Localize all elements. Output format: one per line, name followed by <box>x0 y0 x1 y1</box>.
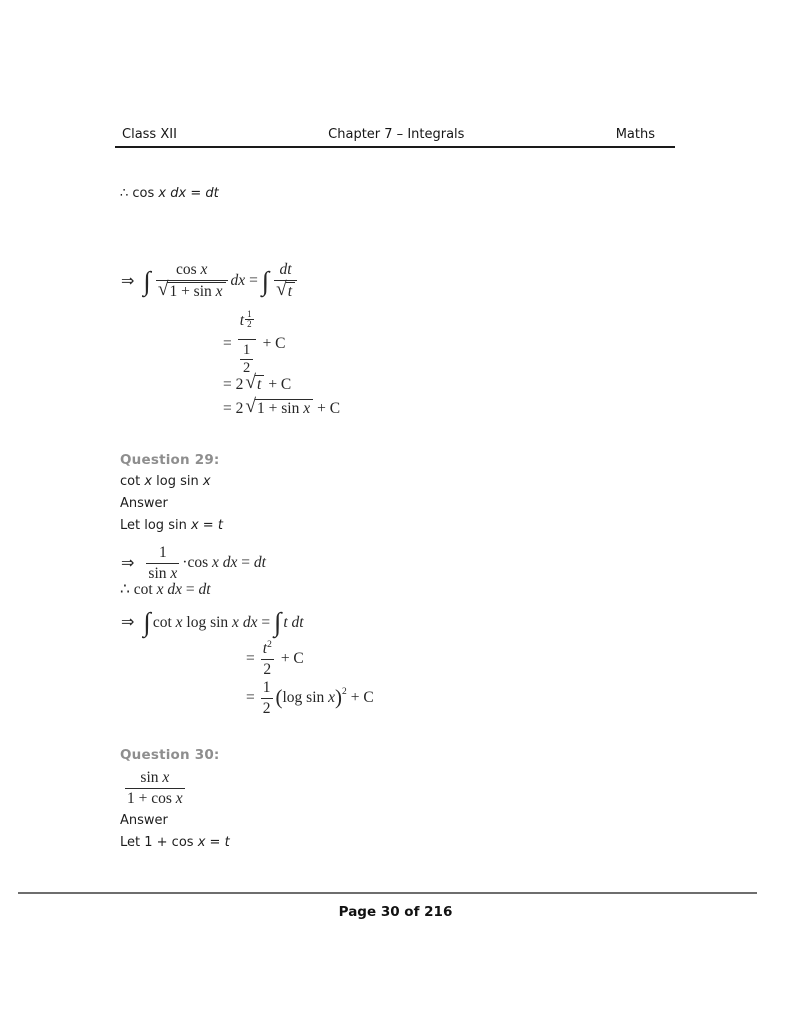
radical-sign: √ <box>245 372 256 393</box>
expression-run <box>283 614 303 632</box>
header-chapter-title: Chapter 7 – Integrals <box>328 127 465 142</box>
variable-run: dt <box>198 581 211 598</box>
denominator: 2 <box>240 359 253 377</box>
variable-run: x <box>170 564 178 582</box>
variable-run: t <box>262 640 268 657</box>
variable-run: x <box>200 261 208 278</box>
equation-t-squared <box>246 640 304 679</box>
variable-run: dx <box>218 554 238 572</box>
numerator <box>138 769 171 787</box>
variable-run: dt <box>253 554 266 572</box>
question-30-heading: Question 30: <box>120 747 220 763</box>
integral-sign: ∫ <box>261 265 270 296</box>
equals-sign: = <box>246 650 255 668</box>
text-run: log sin <box>282 689 329 707</box>
plus-c-run: + C <box>268 375 292 393</box>
variable-run: t <box>283 613 288 631</box>
fraction <box>261 640 274 679</box>
equation-power-rule <box>223 309 286 376</box>
equation-integral-substitution <box>121 261 300 302</box>
denominator <box>238 340 255 376</box>
radical-sign: √ <box>245 396 256 417</box>
text-run: 1 + sin <box>169 282 216 300</box>
square-root <box>276 278 295 301</box>
equals-run: = <box>237 554 254 572</box>
variable-run: x <box>202 474 211 489</box>
denominator <box>146 564 179 583</box>
equals-run: = <box>205 835 225 850</box>
variable-run: dx <box>163 581 182 598</box>
text-run: cot <box>120 474 145 489</box>
square-root <box>245 372 264 394</box>
variable-run: x <box>328 689 336 707</box>
text-run: log sin <box>182 613 233 631</box>
variable-run: x <box>303 400 311 417</box>
variable-run: t <box>224 835 230 850</box>
equals-run: = <box>181 581 199 598</box>
equals-sign: = <box>246 689 255 707</box>
plus-c-run: + C <box>317 399 341 417</box>
question-29-heading: Question 29: <box>120 452 220 468</box>
variable-run: t <box>217 518 223 533</box>
equation-derivative <box>121 544 266 583</box>
equals-run: = 2 <box>223 375 244 393</box>
numerator: 1 <box>158 544 167 561</box>
text-run: log sin <box>152 474 203 489</box>
text-run: 1 + cos <box>127 789 176 807</box>
radicand <box>167 282 225 301</box>
header-class-label: Class XII <box>122 127 177 142</box>
superscript-numerator: 1 <box>247 309 252 319</box>
variable-run: dx <box>230 272 246 290</box>
text-run: sin <box>140 769 163 786</box>
variable-run: dx <box>238 613 258 631</box>
text-run: Let log sin <box>120 518 191 533</box>
question-29-problem <box>120 474 211 490</box>
variable-run: x <box>211 554 219 572</box>
fraction <box>146 544 179 583</box>
radicand <box>255 399 313 418</box>
denominator <box>125 789 185 808</box>
line-cos-substitution <box>120 186 219 202</box>
equation-cot-dx <box>120 581 211 600</box>
text-run: sin <box>148 564 171 582</box>
fraction <box>125 769 185 808</box>
implies-arrow: ⇒ <box>121 271 135 291</box>
numerator: 1 <box>262 679 271 696</box>
square-root <box>157 278 226 301</box>
radicand: t <box>255 375 264 394</box>
variable-run: x <box>197 835 206 850</box>
let-substitution-line <box>120 835 230 851</box>
denominator: 2 <box>262 699 271 717</box>
implies-arrow: ⇒ <box>121 553 135 573</box>
equals-run: = 2 <box>223 399 244 417</box>
variable-run: x <box>190 518 199 533</box>
text-run: Let 1 + cos <box>120 835 198 850</box>
plus-c-run: + C <box>350 689 374 707</box>
expression-run <box>283 689 336 707</box>
equation-integral-cot <box>121 609 304 636</box>
variable-run: t <box>239 312 245 329</box>
footer-divider <box>18 892 757 894</box>
page-number-label: Page 30 of 216 <box>338 904 453 920</box>
integral-sign: ∫ <box>143 607 151 637</box>
superscript-fraction <box>245 310 254 330</box>
equation-final-result <box>223 396 341 418</box>
text-run: cot <box>152 613 176 631</box>
denominator <box>156 278 228 302</box>
equals-run: = <box>198 518 218 533</box>
implies-arrow: ⇒ <box>121 612 135 632</box>
variable-run: x <box>175 789 183 807</box>
fraction <box>274 261 297 302</box>
text-run: 1 + sin <box>257 400 304 417</box>
let-substitution-line <box>120 518 223 534</box>
fraction <box>238 309 256 376</box>
numerator <box>261 640 274 658</box>
variable-run: x <box>144 474 153 489</box>
variable-run: dt <box>287 613 304 631</box>
text-run: cos <box>175 261 201 278</box>
numerator <box>238 309 256 338</box>
fraction <box>156 261 228 302</box>
denominator: 2 <box>263 660 272 678</box>
equation-log-sin-squared <box>246 679 374 718</box>
radicand: t <box>286 282 295 301</box>
page-header <box>115 127 675 148</box>
cdot-sign: · <box>182 554 188 572</box>
numerator: dt <box>279 261 292 278</box>
variable-run: x <box>162 769 170 786</box>
text-run: cos <box>187 554 212 572</box>
answer-label: Answer <box>120 813 168 828</box>
denominator <box>274 278 297 302</box>
numerator <box>174 261 209 279</box>
equation-two-sqrt-t <box>223 372 292 394</box>
equals-run: = <box>186 186 206 201</box>
equals-sign: = <box>223 335 232 353</box>
text-run: ∴ cot <box>120 581 157 598</box>
radical-sign: √ <box>276 278 287 300</box>
text-run: ∴ cos <box>120 186 159 201</box>
left-paren: ( <box>275 684 283 709</box>
right-paren: ) <box>335 684 343 709</box>
dx-equals-run <box>231 272 262 290</box>
plus-c-run: + C <box>262 335 286 353</box>
superscript: 2 <box>267 640 272 650</box>
superscript: 2 <box>342 686 347 697</box>
variable-run: x <box>175 613 183 631</box>
equals-run: = <box>257 613 274 631</box>
square-root <box>245 396 313 418</box>
numerator: 1 <box>243 341 251 358</box>
header-subject-label: Maths <box>615 127 655 142</box>
equals-run: = <box>245 272 262 290</box>
fraction <box>261 679 273 718</box>
plus-c-run: + C <box>280 650 304 668</box>
question-30-problem-fraction <box>122 769 188 808</box>
variable-run: x <box>215 282 223 300</box>
integral-sign: ∫ <box>143 265 151 296</box>
variable-run: x <box>156 581 164 598</box>
integral-sign: ∫ <box>273 607 282 637</box>
variable-run: dt <box>205 186 219 201</box>
variable-run: x <box>232 613 239 631</box>
expression-run <box>182 554 266 572</box>
answer-label: Answer <box>120 496 168 511</box>
variable-run: x dx <box>158 186 187 201</box>
expression-run <box>153 614 274 632</box>
radical-sign: √ <box>157 278 169 300</box>
superscript-denominator: 2 <box>247 319 252 330</box>
